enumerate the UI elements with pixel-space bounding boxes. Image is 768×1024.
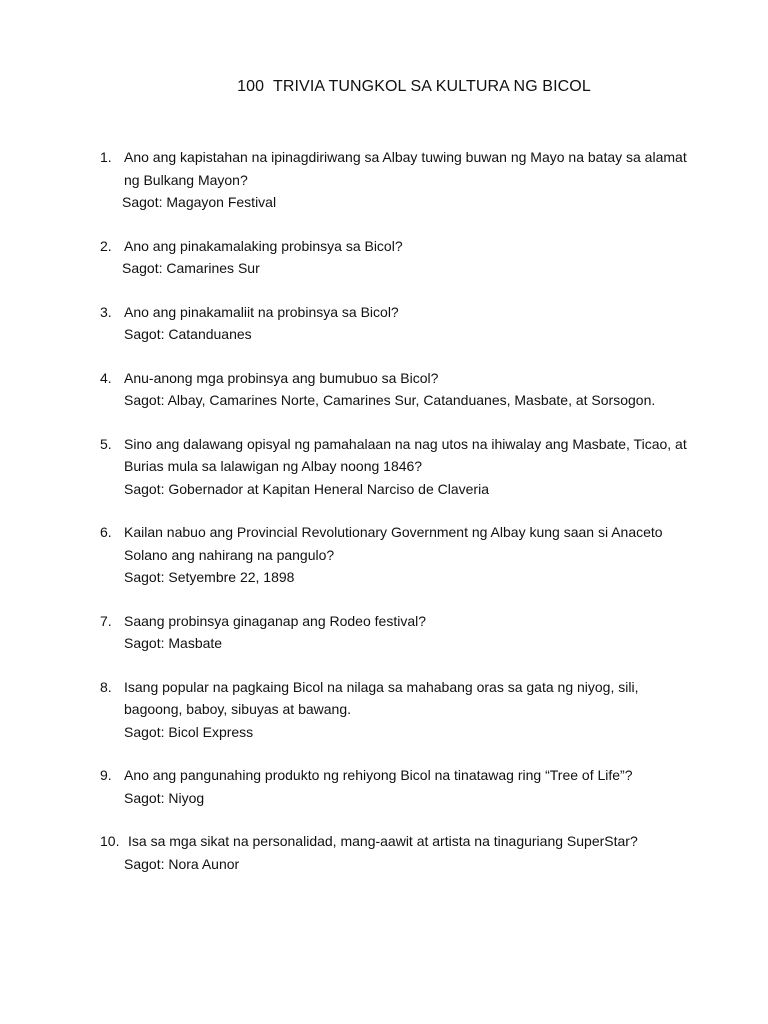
item-question: Isang popular na pagkaing Bicol na nilaga sa mahabang oras sa gata ng niyog, sili, bagoong, baboy, sibuyas at bawang. [124,678,639,717]
item-number: 3. [100,303,112,320]
list-item [100,433,690,501]
list-item [100,367,690,412]
item-number: 1. [100,149,112,165]
item-question: Sino ang dalawang opisyal ng pamahalaan na nag utos na ihiwalay ang Masbate, Ticao, at Burias mula sa lalawigan ng Albay noong 1846? [124,435,687,474]
list-item [100,235,690,280]
list-item [100,830,690,875]
trivia-list [100,146,690,896]
list-item [100,676,690,744]
item-question: Ano ang pinakamaliit na probinsya sa Bicol? [124,303,399,320]
item-question: Isa sa mga sikat na personalidad, mang-aawit at artista na tinaguriang SuperStar? [128,833,638,849]
item-question: Kailan nabuo ang Provincial Revolutionary Government ng Albay kung saan si Anaceto Solano ang nahirang na pangulo? [124,524,663,563]
list-item [100,301,690,346]
item-number: 2. [100,237,112,254]
item-answer: Sagot: Albay, Camarines Norte, Camarines Sur, Catanduanes, Masbate, at Sorsogon. [124,392,656,408]
item-answer: Sagot: Setyembre 22, 1898 [124,569,295,585]
item-number: 4. [100,369,112,386]
item-answer: Sagot: Bicol Express [124,723,254,740]
item-answer: Sagot: Catanduanes [124,326,252,342]
item-question: Ano ang pangunahing produkto ng rehiyong Bicol na tinatawag ring “Tree of Life”? [124,767,633,783]
item-question: Ano ang pinakamalaking probinsya sa Bicol? [124,237,403,254]
item-number: 10. [100,833,120,849]
item-number: 7. [100,612,112,629]
item-number: 9. [100,767,112,783]
list-item [100,764,690,809]
item-number: 8. [100,678,112,695]
item-number: 6. [100,524,112,540]
document-title: 100 TRIVIA TUNGKOL SA KULTURA NG BICOL [237,78,591,95]
item-answer: Sagot: Nora Aunor [124,855,240,872]
list-item [100,146,690,214]
item-answer: Sagot: Camarines Sur [122,260,260,276]
list-item [100,610,690,655]
item-number: 5. [100,435,112,452]
item-question: Anu-anong mga probinsya ang bumubuo sa Bicol? [124,369,439,386]
item-answer: Sagot: Gobernador at Kapitan Heneral Narciso de Claveria [124,480,489,497]
item-answer: Sagot: Masbate [124,635,223,651]
list-item [100,521,690,589]
item-question: Saang probinsya ginaganap ang Rodeo festival? [124,612,427,629]
item-answer: Sagot: Magayon Festival [122,194,277,210]
item-question: Ano ang kapistahan na ipinagdiriwang sa Albay tuwing buwan ng Mayo na batay sa alamat ng Bulkang Mayon? [124,149,687,188]
item-answer: Sagot: Niyog [124,789,205,806]
